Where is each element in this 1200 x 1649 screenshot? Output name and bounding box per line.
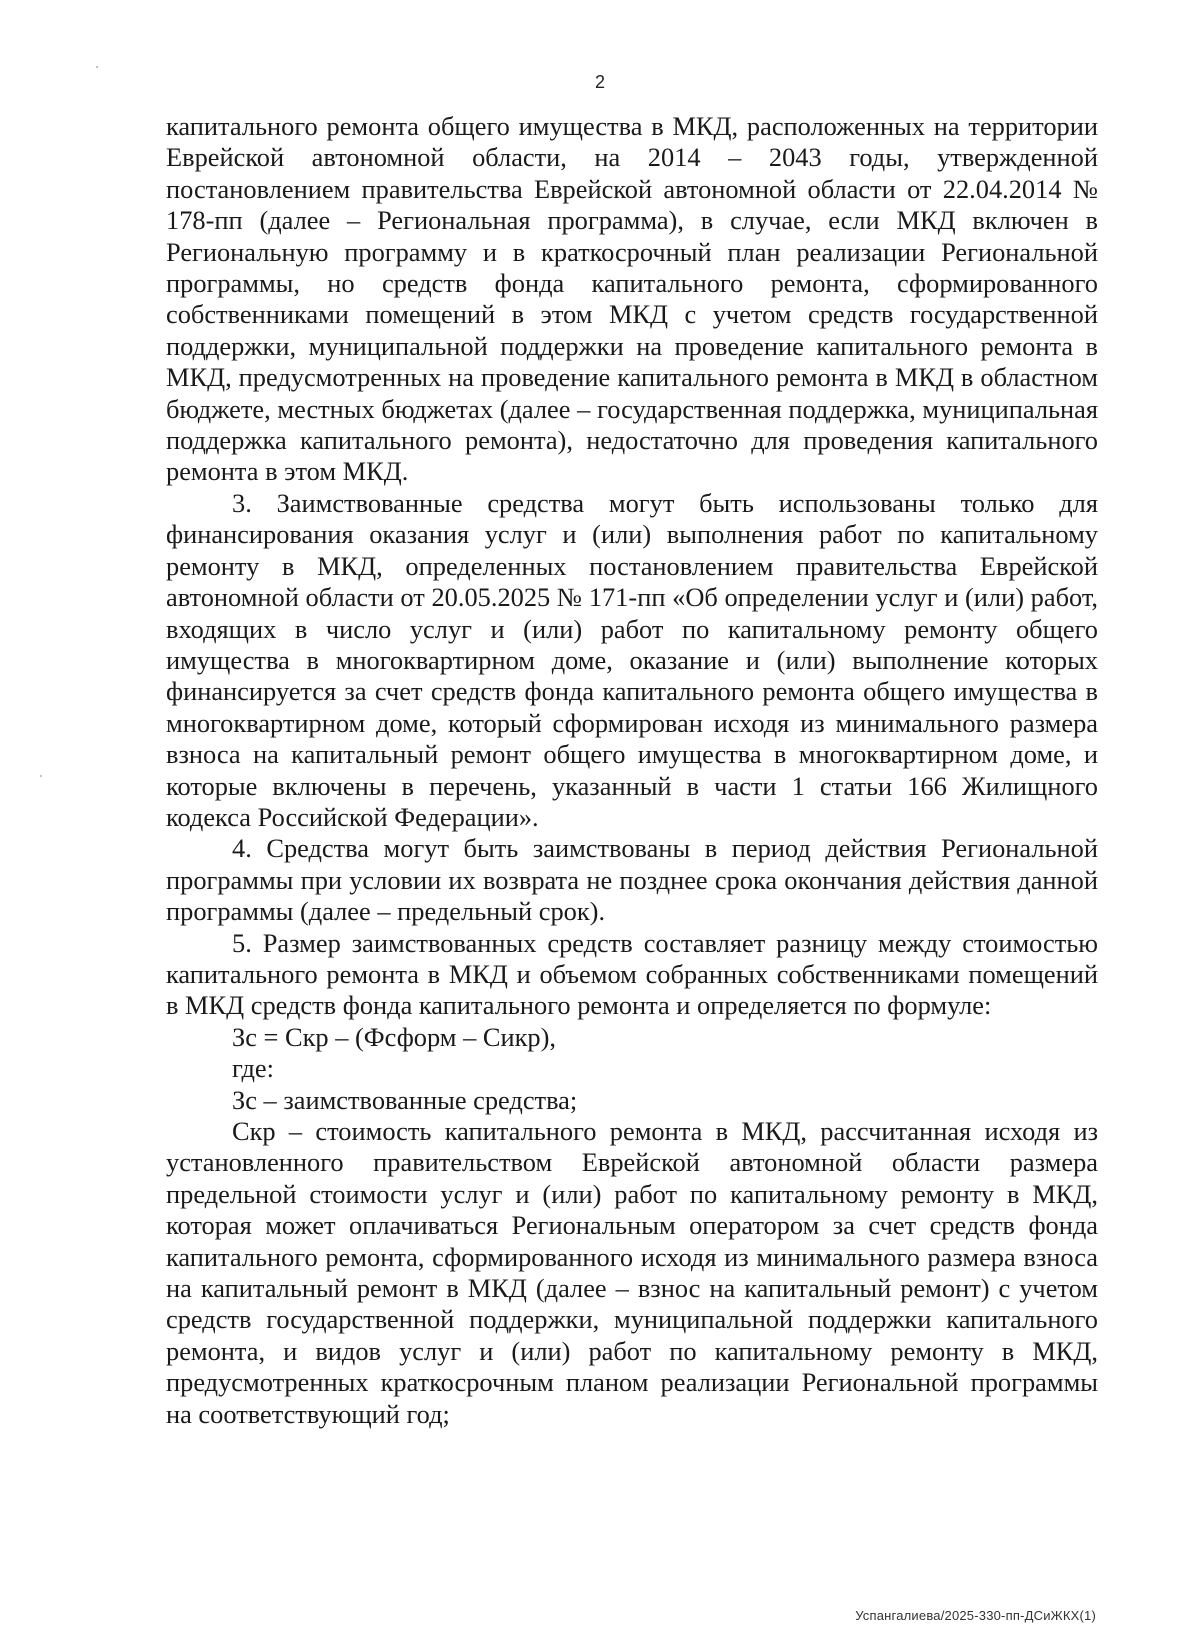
paragraph-5: 5. Размер заимствованных средств составляет разницу между стоимостью капитального ремонта в МКД и объемом собранных собственниками помещений в МКД средств фонда капитального ремонта и определяется по формуле: <box>166 927 1098 1021</box>
paragraph-continuation: капитального ремонта общего имущества в МКД, расположенных на территории Еврейской автономной области, на 2014 – 2043 годы, утвержденной постановлением правительства Еврейской автономной области от 22.04.2014 № 178-пп (далее – Региональная программа), в случае, если МКД включен в Региональную программу и в краткосрочный план реализации Региональной программы, но средств фонда капитального ремонта, сформированного собственниками помещений в этом МКД с учетом средств государственной поддержки, муниципальной поддержки на проведение капитального ремонта в МКД, предусмотренных на проведение капитального ремонта в МКД в областном бюджете, местных бюджетах (далее – государственная поддержка, муниципальная поддержка капитального ремонта), недостаточно для проведения капитального ремонта в этом МКД. <box>166 111 1098 487</box>
formula-where: где: <box>232 1053 274 1084</box>
formula: Зс = Скр – (Фсформ – Сикр), <box>232 1021 557 1052</box>
definition-zs: Зс – заимствованные средства; <box>232 1084 578 1115</box>
document-body <box>166 111 1098 1430</box>
paragraph-3: 3. Заимствованные средства могут быть использованы только для финансирования оказания услуг и (или) выполнения работ по капитальному ремонту в МКД, определенных постановлением правительства Еврейской автономной области от 20.05.2025 № 171-пп «Об определении услуг и (или) работ, входящих в число услуг и (или) работ по капитальному ремонту общего имущества в многоквартирном доме, оказание и (или) выполнение которых финансируется за счет средств фонда капитального ремонта общего имущества в многоквартирном доме, который сформирован исходя из минимального размера взноса на капитальный ремонт общего имущества в многоквартирном доме, и которые включены в перечень, указанный в части 1 статьи 166 Жилищного кодекса Российской Федерации». <box>166 487 1098 832</box>
document-footer-code: Успангалиева/2025-330-пп-ДСиЖКХ(1) <box>855 1608 1096 1623</box>
definition-skr: Скр – стоимость капитального ремонта в МКД, рассчитанная исходя из установленного правительством Еврейской автономной области размера предельной стоимости услуг и (или) работ по капитальному ремонту в МКД, которая может оплачиваться Региональным оператором за счет средств фонда капитального ремонта, сформированного исходя из минимального размера взноса на капитальный ремонт в МКД (далее – взнос на капитальный ремонт) с учетом средств государственной поддержки, муниципальной поддержки капитального ремонта, и видов услуг и (или) работ по капитальному ремонту в МКД, предусмотренных краткосрочным планом реализации Региональной программы на соответствующий год; <box>166 1116 1098 1429</box>
paragraph-4: 4. Средства могут быть заимствованы в период действия Региональной программы при условии их возврата не позднее срока окончания действия данной программы (далее – предельный срок). <box>166 833 1098 927</box>
page-number: 2 <box>594 72 605 92</box>
scan-speck <box>96 66 98 68</box>
scan-speck <box>40 775 42 777</box>
